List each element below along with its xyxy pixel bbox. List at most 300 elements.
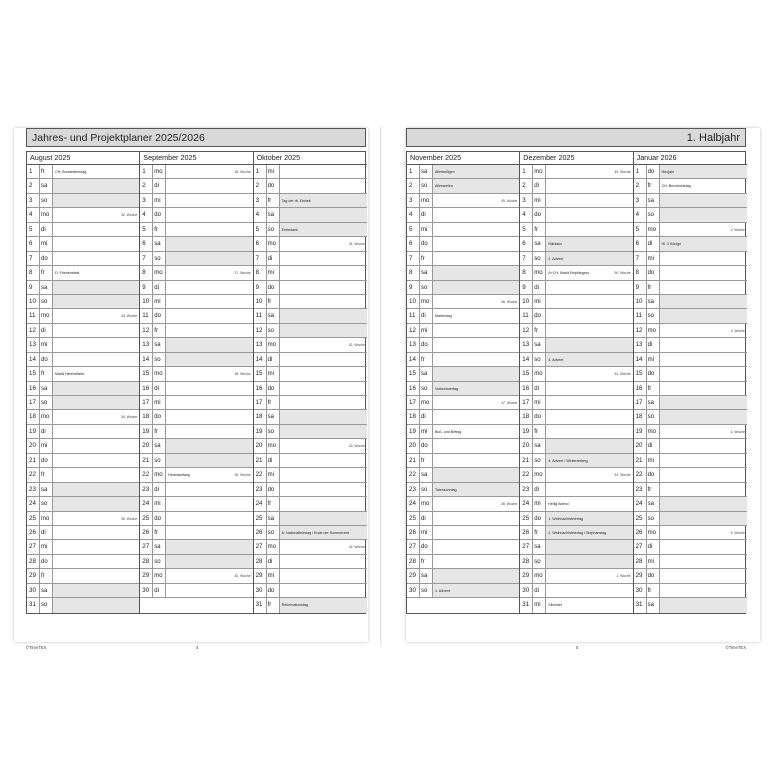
- day-row[interactable]: [634, 324, 747, 338]
- day-row[interactable]: [520, 382, 632, 396]
- day-note-cell[interactable]: [433, 454, 519, 467]
- day-row[interactable]: [634, 353, 747, 367]
- day-note-cell[interactable]: [660, 497, 747, 510]
- day-note-cell[interactable]: [53, 324, 139, 337]
- day-row[interactable]: [27, 179, 139, 193]
- day-note-cell[interactable]: [660, 353, 747, 366]
- day-note-cell[interactable]: [660, 237, 747, 250]
- day-note-cell[interactable]: [660, 252, 747, 265]
- day-note-cell[interactable]: [546, 281, 632, 294]
- day-row[interactable]: [407, 569, 519, 583]
- day-note-cell[interactable]: [280, 266, 367, 279]
- day-note-cell[interactable]: [280, 309, 367, 322]
- day-note-cell[interactable]: [280, 584, 367, 597]
- day-row[interactable]: [27, 353, 139, 367]
- day-row[interactable]: [407, 208, 519, 222]
- day-note-cell[interactable]: [546, 396, 632, 409]
- day-note-cell[interactable]: [166, 512, 252, 525]
- day-note-cell[interactable]: [433, 555, 519, 568]
- day-row[interactable]: [407, 540, 519, 554]
- day-row[interactable]: [140, 410, 252, 424]
- day-row[interactable]: [407, 237, 519, 251]
- day-row[interactable]: [140, 194, 252, 208]
- day-row[interactable]: [140, 512, 252, 526]
- day-row[interactable]: [407, 295, 519, 309]
- day-row[interactable]: [140, 396, 252, 410]
- day-row[interactable]: [634, 425, 747, 439]
- day-row[interactable]: [634, 512, 747, 526]
- day-row[interactable]: [520, 324, 632, 338]
- day-note-cell[interactable]: [53, 454, 139, 467]
- day-row[interactable]: [520, 338, 632, 352]
- day-note-cell[interactable]: [546, 266, 632, 279]
- day-note-cell[interactable]: [53, 179, 139, 192]
- day-row[interactable]: [634, 223, 747, 237]
- day-row[interactable]: [520, 598, 632, 612]
- day-note-cell[interactable]: [546, 555, 632, 568]
- day-row[interactable]: [140, 237, 252, 251]
- day-note-cell[interactable]: [433, 295, 519, 308]
- day-note-cell[interactable]: [280, 179, 367, 192]
- day-row[interactable]: [407, 179, 519, 193]
- day-row[interactable]: [407, 439, 519, 453]
- day-row[interactable]: [520, 410, 632, 424]
- day-row[interactable]: [254, 454, 367, 468]
- day-row[interactable]: [407, 497, 519, 511]
- day-row[interactable]: [634, 526, 747, 540]
- day-note-cell[interactable]: [433, 439, 519, 452]
- day-note-cell[interactable]: [280, 468, 367, 481]
- day-row[interactable]: [634, 540, 747, 554]
- day-note-cell[interactable]: [53, 309, 139, 322]
- day-note-cell[interactable]: [166, 179, 252, 192]
- day-note-cell[interactable]: [433, 497, 519, 510]
- day-row[interactable]: [254, 208, 367, 222]
- day-note-cell[interactable]: [53, 194, 139, 207]
- day-row[interactable]: [254, 324, 367, 338]
- day-row[interactable]: [634, 281, 747, 295]
- day-note-cell[interactable]: [660, 569, 747, 582]
- day-row[interactable]: [140, 367, 252, 381]
- day-row[interactable]: [520, 569, 632, 583]
- day-note-cell[interactable]: [280, 512, 367, 525]
- day-note-cell[interactable]: [166, 425, 252, 438]
- day-note-cell[interactable]: [546, 338, 632, 351]
- day-row[interactable]: [254, 309, 367, 323]
- day-note-cell[interactable]: [546, 483, 632, 496]
- day-note-cell[interactable]: [53, 555, 139, 568]
- day-note-cell[interactable]: [546, 512, 632, 525]
- day-note-cell[interactable]: [433, 584, 519, 597]
- day-row[interactable]: [634, 338, 747, 352]
- day-row[interactable]: [27, 338, 139, 352]
- day-row[interactable]: [407, 382, 519, 396]
- day-row[interactable]: [634, 194, 747, 208]
- day-note-cell[interactable]: [53, 237, 139, 250]
- day-note-cell[interactable]: [660, 295, 747, 308]
- day-row[interactable]: [254, 439, 367, 453]
- day-note-cell[interactable]: [660, 266, 747, 279]
- day-row[interactable]: [634, 483, 747, 497]
- day-note-cell[interactable]: [280, 208, 367, 221]
- day-row[interactable]: [254, 367, 367, 381]
- day-row[interactable]: [27, 324, 139, 338]
- day-row[interactable]: [140, 540, 252, 554]
- day-note-cell[interactable]: [546, 410, 632, 423]
- day-row[interactable]: [634, 266, 747, 280]
- day-row[interactable]: [407, 165, 519, 179]
- day-note-cell[interactable]: [660, 555, 747, 568]
- day-row[interactable]: [140, 584, 252, 598]
- day-row[interactable]: [27, 526, 139, 540]
- day-note-cell[interactable]: [53, 382, 139, 395]
- day-note-cell[interactable]: [660, 598, 747, 612]
- day-row[interactable]: [27, 439, 139, 453]
- day-row[interactable]: [254, 512, 367, 526]
- day-row[interactable]: [254, 295, 367, 309]
- day-note-cell[interactable]: [546, 569, 632, 582]
- day-note-cell[interactable]: [166, 338, 252, 351]
- day-row[interactable]: [520, 468, 632, 482]
- day-row[interactable]: [27, 396, 139, 410]
- day-row[interactable]: [140, 281, 252, 295]
- day-note-cell[interactable]: [660, 468, 747, 481]
- day-row[interactable]: [254, 584, 367, 598]
- day-row[interactable]: [407, 266, 519, 280]
- day-note-cell[interactable]: [53, 483, 139, 496]
- day-row[interactable]: [27, 483, 139, 497]
- day-row[interactable]: [254, 353, 367, 367]
- day-note-cell[interactable]: [546, 208, 632, 221]
- day-note-cell[interactable]: [280, 540, 367, 553]
- day-note-cell[interactable]: [546, 165, 632, 178]
- day-row[interactable]: [254, 526, 367, 540]
- day-row[interactable]: [254, 497, 367, 511]
- day-note-cell[interactable]: [166, 497, 252, 510]
- day-row[interactable]: [407, 483, 519, 497]
- day-row[interactable]: [407, 338, 519, 352]
- day-row[interactable]: [27, 367, 139, 381]
- day-row[interactable]: [27, 497, 139, 511]
- day-note-cell[interactable]: [660, 382, 747, 395]
- day-row[interactable]: [254, 165, 367, 179]
- day-row[interactable]: [520, 281, 632, 295]
- day-row[interactable]: [634, 237, 747, 251]
- day-row[interactable]: [254, 338, 367, 352]
- day-row[interactable]: [407, 512, 519, 526]
- day-row[interactable]: [520, 367, 632, 381]
- day-note-cell[interactable]: [53, 338, 139, 351]
- day-note-cell[interactable]: [166, 194, 252, 207]
- day-note-cell[interactable]: [546, 454, 632, 467]
- day-note-cell[interactable]: [53, 569, 139, 582]
- day-row[interactable]: [140, 338, 252, 352]
- day-note-cell[interactable]: [280, 382, 367, 395]
- day-note-cell[interactable]: [433, 367, 519, 380]
- day-note-cell[interactable]: [433, 324, 519, 337]
- day-note-cell[interactable]: [433, 237, 519, 250]
- day-note-cell[interactable]: [53, 512, 139, 525]
- day-note-cell[interactable]: [166, 382, 252, 395]
- day-row[interactable]: [407, 396, 519, 410]
- day-row[interactable]: [27, 266, 139, 280]
- day-note-cell[interactable]: [433, 410, 519, 423]
- day-note-cell[interactable]: [660, 526, 747, 539]
- day-note-cell[interactable]: [280, 569, 367, 582]
- day-note-cell[interactable]: [166, 526, 252, 539]
- day-row[interactable]: [634, 179, 747, 193]
- day-row[interactable]: [254, 598, 367, 612]
- day-note-cell[interactable]: [660, 425, 747, 438]
- day-note-cell[interactable]: [546, 598, 632, 612]
- day-row[interactable]: [140, 382, 252, 396]
- day-note-cell[interactable]: [546, 237, 632, 250]
- day-note-cell[interactable]: [546, 540, 632, 553]
- day-note-cell[interactable]: [166, 410, 252, 423]
- day-note-cell[interactable]: [280, 338, 367, 351]
- day-row[interactable]: [140, 497, 252, 511]
- day-note-cell[interactable]: [280, 425, 367, 438]
- day-row[interactable]: [140, 324, 252, 338]
- day-row[interactable]: [520, 179, 632, 193]
- day-row[interactable]: [407, 223, 519, 237]
- day-row[interactable]: [520, 526, 632, 540]
- day-note-cell[interactable]: [433, 223, 519, 236]
- day-row[interactable]: [634, 367, 747, 381]
- day-row[interactable]: [520, 396, 632, 410]
- day-row[interactable]: [27, 208, 139, 222]
- day-row[interactable]: [27, 223, 139, 237]
- day-note-cell[interactable]: [660, 584, 747, 597]
- day-row[interactable]: [140, 454, 252, 468]
- day-row[interactable]: [520, 165, 632, 179]
- day-note-cell[interactable]: [53, 281, 139, 294]
- day-row[interactable]: [254, 382, 367, 396]
- day-row[interactable]: [140, 555, 252, 569]
- day-row[interactable]: [140, 295, 252, 309]
- day-note-cell[interactable]: [53, 252, 139, 265]
- day-row[interactable]: [27, 454, 139, 468]
- day-row[interactable]: [520, 454, 632, 468]
- day-note-cell[interactable]: [280, 223, 367, 236]
- day-row[interactable]: [520, 194, 632, 208]
- day-row[interactable]: [407, 454, 519, 468]
- day-row[interactable]: [520, 237, 632, 251]
- day-row[interactable]: [407, 526, 519, 540]
- day-row[interactable]: [407, 281, 519, 295]
- day-row[interactable]: [140, 483, 252, 497]
- day-row[interactable]: [634, 410, 747, 424]
- day-note-cell[interactable]: [166, 483, 252, 496]
- day-row[interactable]: [140, 468, 252, 482]
- day-row[interactable]: [407, 309, 519, 323]
- day-row[interactable]: [407, 410, 519, 424]
- day-note-cell[interactable]: [280, 555, 367, 568]
- day-note-cell[interactable]: [660, 338, 747, 351]
- day-row[interactable]: [140, 439, 252, 453]
- day-row[interactable]: [254, 483, 367, 497]
- day-note-cell[interactable]: [280, 526, 367, 539]
- day-note-cell[interactable]: [166, 468, 252, 481]
- day-row[interactable]: [634, 468, 747, 482]
- day-row[interactable]: [254, 410, 367, 424]
- day-note-cell[interactable]: [280, 439, 367, 452]
- day-row[interactable]: [520, 353, 632, 367]
- day-note-cell[interactable]: [53, 526, 139, 539]
- day-row[interactable]: [254, 468, 367, 482]
- day-row[interactable]: [140, 266, 252, 280]
- day-row[interactable]: [520, 439, 632, 453]
- day-row[interactable]: [254, 540, 367, 554]
- day-note-cell[interactable]: [53, 396, 139, 409]
- day-row[interactable]: [27, 425, 139, 439]
- day-row[interactable]: [520, 266, 632, 280]
- day-row[interactable]: [140, 208, 252, 222]
- day-note-cell[interactable]: [280, 295, 367, 308]
- day-row[interactable]: [254, 425, 367, 439]
- day-note-cell[interactable]: [660, 396, 747, 409]
- day-note-cell[interactable]: [280, 237, 367, 250]
- day-note-cell[interactable]: [546, 324, 632, 337]
- day-row[interactable]: [407, 194, 519, 208]
- day-note-cell[interactable]: [53, 584, 139, 597]
- day-note-cell[interactable]: [433, 483, 519, 496]
- day-row[interactable]: [634, 165, 747, 179]
- day-row[interactable]: [27, 281, 139, 295]
- day-note-cell[interactable]: [433, 569, 519, 582]
- day-note-cell[interactable]: [166, 252, 252, 265]
- day-note-cell[interactable]: [166, 266, 252, 279]
- day-row[interactable]: [407, 555, 519, 569]
- day-note-cell[interactable]: [53, 353, 139, 366]
- day-row[interactable]: [27, 555, 139, 569]
- day-note-cell[interactable]: [433, 338, 519, 351]
- day-note-cell[interactable]: [546, 468, 632, 481]
- day-note-cell[interactable]: [660, 309, 747, 322]
- day-note-cell[interactable]: [660, 324, 747, 337]
- day-row[interactable]: [254, 396, 367, 410]
- day-note-cell[interactable]: [660, 439, 747, 452]
- day-row[interactable]: [520, 584, 632, 598]
- day-row[interactable]: [520, 555, 632, 569]
- day-note-cell[interactable]: [546, 353, 632, 366]
- day-note-cell[interactable]: [280, 483, 367, 496]
- day-row[interactable]: [27, 584, 139, 598]
- day-row[interactable]: [520, 497, 632, 511]
- day-note-cell[interactable]: [433, 194, 519, 207]
- day-note-cell[interactable]: [53, 266, 139, 279]
- day-row[interactable]: [634, 555, 747, 569]
- day-note-cell[interactable]: [166, 309, 252, 322]
- day-row[interactable]: [140, 179, 252, 193]
- day-note-cell[interactable]: [166, 165, 252, 178]
- day-row[interactable]: [634, 497, 747, 511]
- day-note-cell[interactable]: [53, 223, 139, 236]
- day-row[interactable]: [27, 512, 139, 526]
- day-row[interactable]: [254, 555, 367, 569]
- day-row[interactable]: [407, 252, 519, 266]
- day-note-cell[interactable]: [546, 252, 632, 265]
- day-note-cell[interactable]: [433, 382, 519, 395]
- day-note-cell[interactable]: [546, 295, 632, 308]
- day-note-cell[interactable]: [53, 208, 139, 221]
- day-note-cell[interactable]: [433, 353, 519, 366]
- day-note-cell[interactable]: [280, 252, 367, 265]
- day-row[interactable]: [407, 584, 519, 598]
- day-note-cell[interactable]: [546, 367, 632, 380]
- day-row[interactable]: [254, 179, 367, 193]
- day-row[interactable]: [407, 324, 519, 338]
- day-note-cell[interactable]: [280, 165, 367, 178]
- day-row[interactable]: [634, 309, 747, 323]
- day-note-cell[interactable]: [53, 598, 139, 612]
- day-note-cell[interactable]: [660, 208, 747, 221]
- day-note-cell[interactable]: [546, 382, 632, 395]
- day-note-cell[interactable]: [433, 309, 519, 322]
- day-row[interactable]: [520, 483, 632, 497]
- day-row[interactable]: [520, 252, 632, 266]
- day-note-cell[interactable]: [546, 584, 632, 597]
- day-note-cell[interactable]: [53, 540, 139, 553]
- day-note-cell[interactable]: [166, 540, 252, 553]
- day-row[interactable]: [634, 439, 747, 453]
- day-note-cell[interactable]: [546, 497, 632, 510]
- day-note-cell[interactable]: [433, 425, 519, 438]
- day-row[interactable]: [634, 382, 747, 396]
- day-note-cell[interactable]: [546, 425, 632, 438]
- day-note-cell[interactable]: [546, 439, 632, 452]
- day-row[interactable]: [520, 208, 632, 222]
- day-note-cell[interactable]: [660, 454, 747, 467]
- day-note-cell[interactable]: [660, 281, 747, 294]
- day-row[interactable]: [140, 353, 252, 367]
- day-note-cell[interactable]: [660, 410, 747, 423]
- day-note-cell[interactable]: [166, 396, 252, 409]
- day-note-cell[interactable]: [660, 165, 747, 178]
- day-row[interactable]: [254, 281, 367, 295]
- day-row[interactable]: [520, 540, 632, 554]
- day-row[interactable]: [634, 584, 747, 598]
- day-note-cell[interactable]: [166, 237, 252, 250]
- day-note-cell[interactable]: [433, 165, 519, 178]
- day-note-cell[interactable]: [166, 324, 252, 337]
- day-row[interactable]: [634, 454, 747, 468]
- day-row[interactable]: [27, 295, 139, 309]
- day-note-cell[interactable]: [546, 179, 632, 192]
- day-row[interactable]: [520, 309, 632, 323]
- day-note-cell[interactable]: [166, 281, 252, 294]
- day-row[interactable]: [140, 309, 252, 323]
- day-note-cell[interactable]: [53, 410, 139, 423]
- day-row[interactable]: [634, 396, 747, 410]
- day-row[interactable]: [27, 382, 139, 396]
- day-note-cell[interactable]: [280, 194, 367, 207]
- day-note-cell[interactable]: [546, 223, 632, 236]
- day-note-cell[interactable]: [660, 194, 747, 207]
- day-note-cell[interactable]: [280, 410, 367, 423]
- day-note-cell[interactable]: [433, 281, 519, 294]
- day-note-cell[interactable]: [280, 497, 367, 510]
- day-row[interactable]: [407, 353, 519, 367]
- day-note-cell[interactable]: [280, 454, 367, 467]
- day-note-cell[interactable]: [433, 208, 519, 221]
- day-note-cell[interactable]: [433, 252, 519, 265]
- day-note-cell[interactable]: [546, 309, 632, 322]
- day-row[interactable]: [140, 425, 252, 439]
- day-row[interactable]: [27, 252, 139, 266]
- day-note-cell[interactable]: [53, 425, 139, 438]
- day-row[interactable]: [140, 569, 252, 583]
